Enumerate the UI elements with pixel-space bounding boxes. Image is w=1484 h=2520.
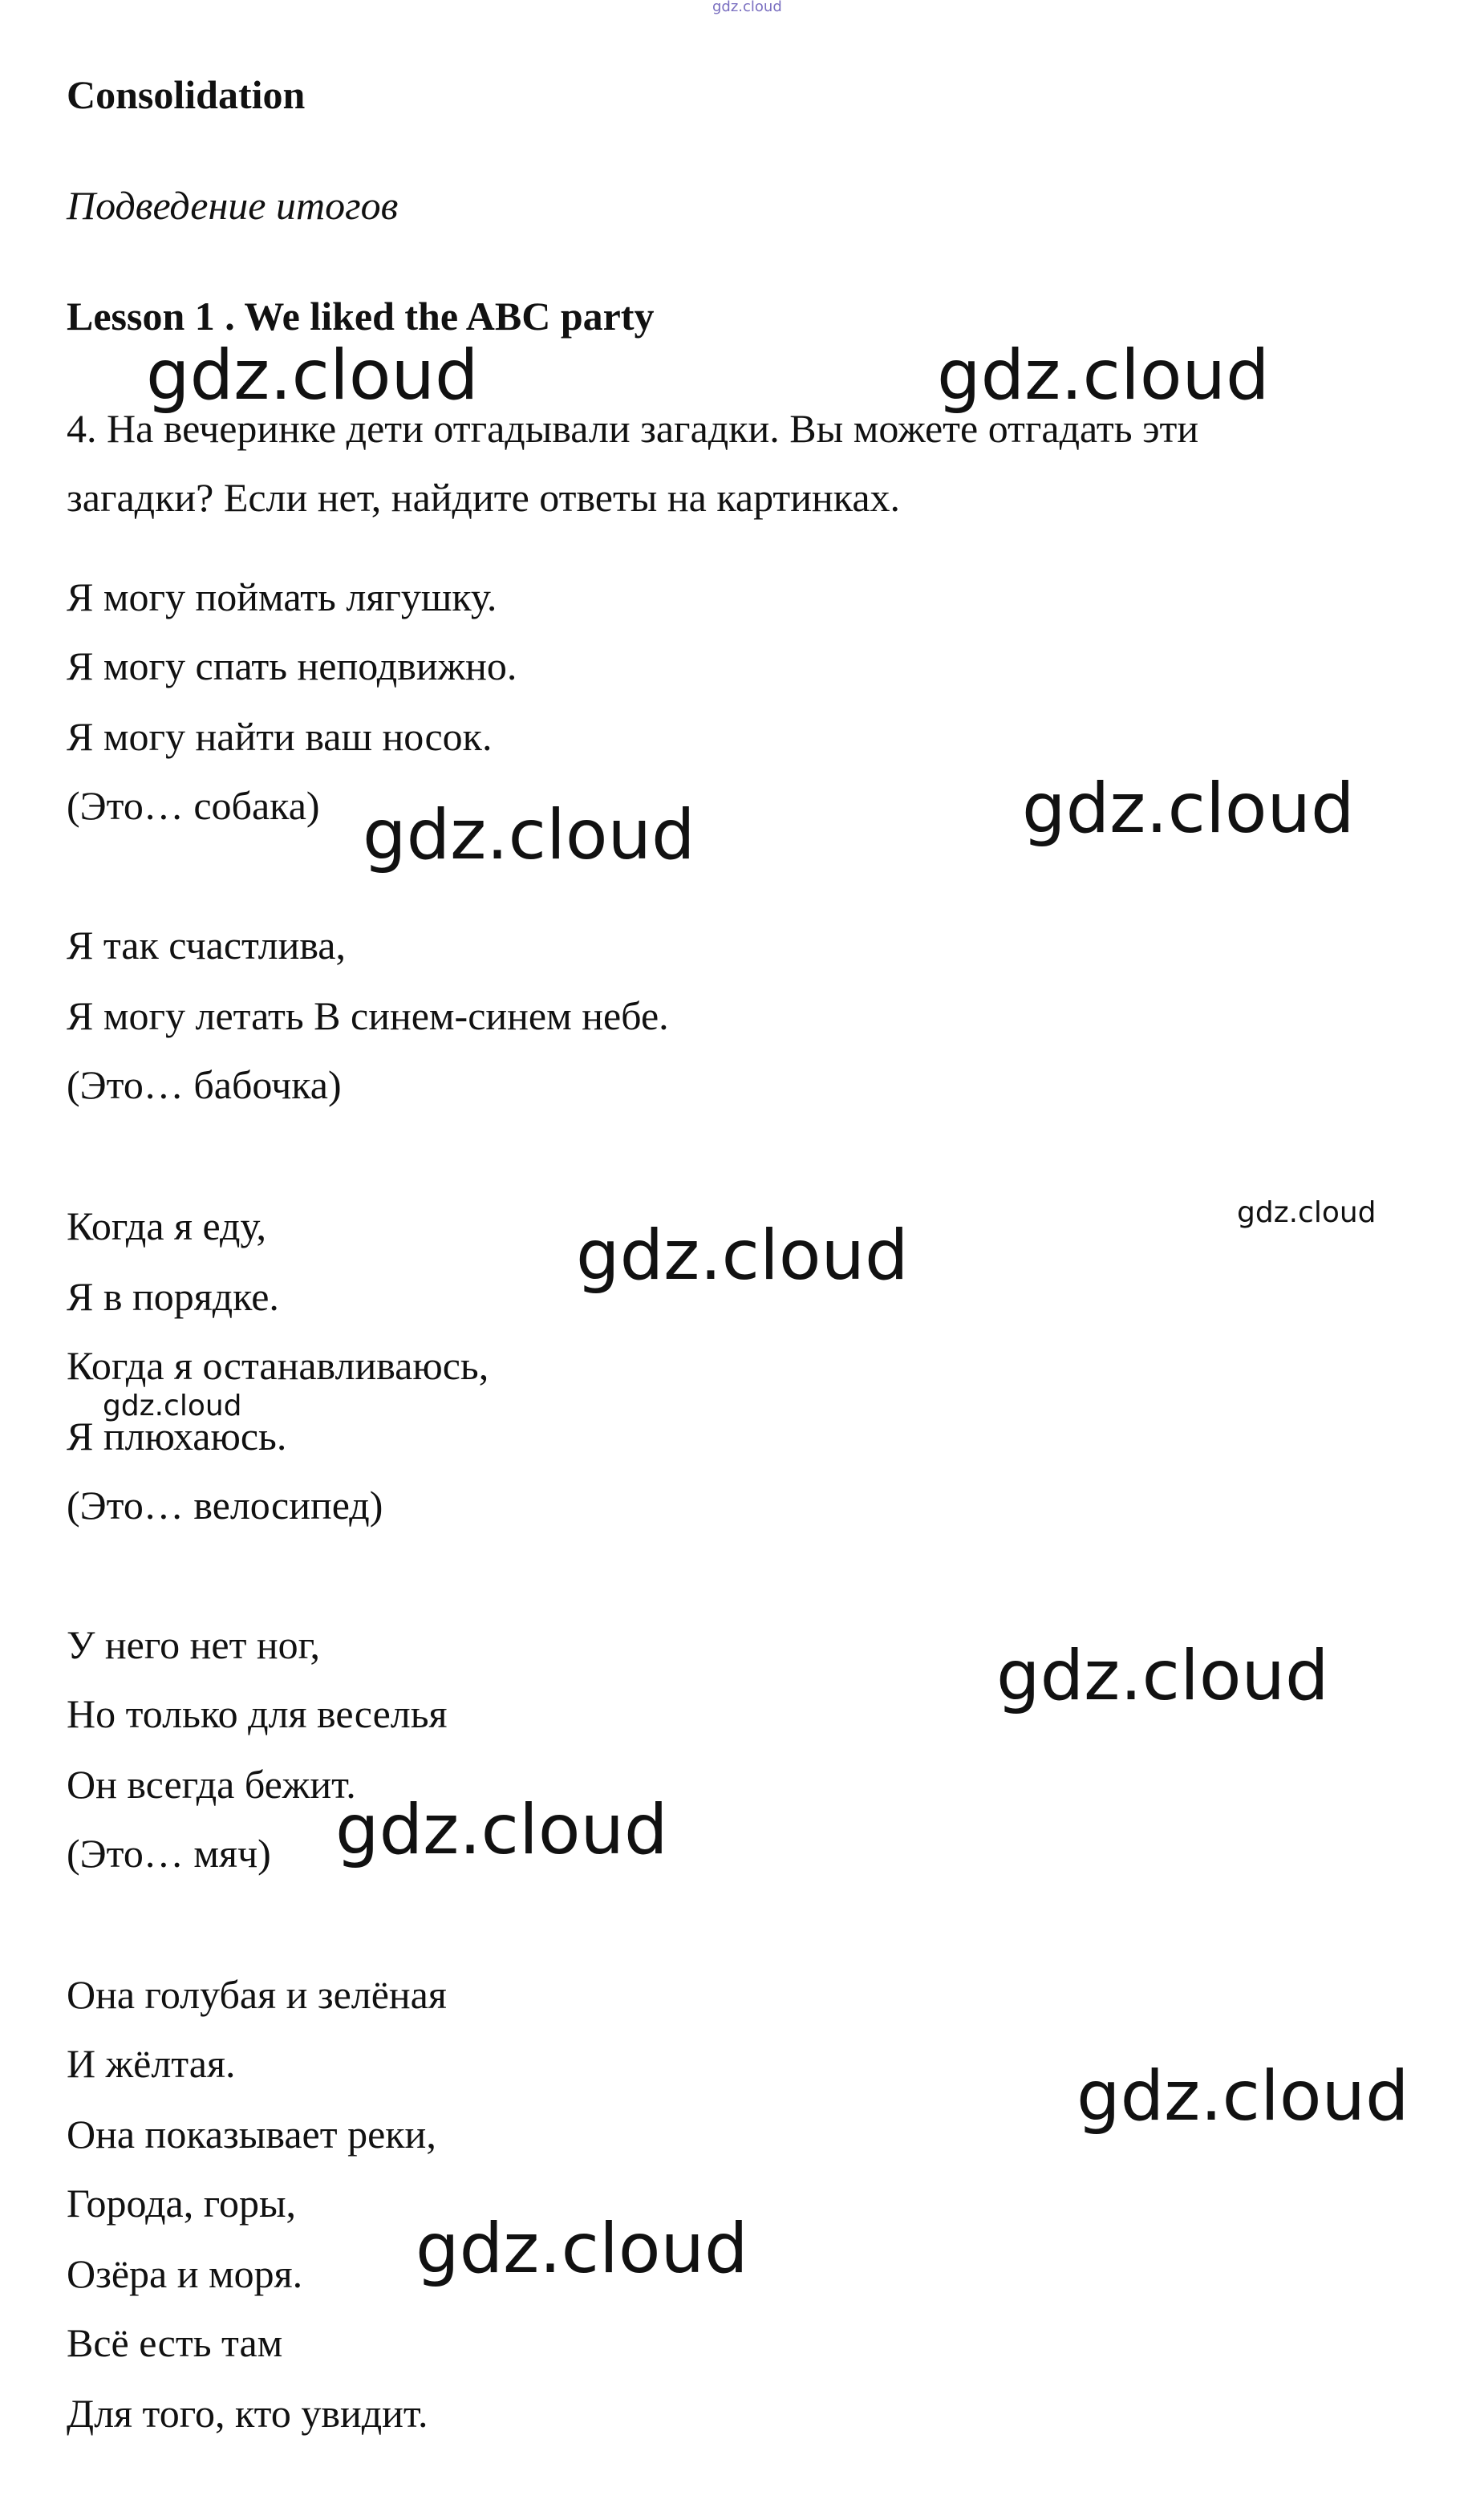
watermark: gdz.cloud bbox=[937, 335, 1270, 416]
page-subtitle: Подведение итогов bbox=[67, 183, 399, 228]
riddle-line: Я так счастлива, bbox=[67, 923, 346, 968]
task-text-line-2: загадки? Если нет, найдите ответы на картинках. bbox=[67, 475, 901, 520]
riddle-line: Я могу поймать лягушку. bbox=[67, 574, 497, 619]
watermark: gdz.cloud bbox=[576, 1215, 909, 1296]
watermark: gdz.cloud bbox=[996, 1636, 1329, 1716]
watermark-top: gdz.cloud bbox=[712, 0, 782, 15]
riddle-line: Я могу спать неподвижно. bbox=[67, 643, 517, 688]
riddle-answer: (Это… бабочка) bbox=[67, 1062, 342, 1107]
watermark: gdz.cloud bbox=[1237, 1196, 1377, 1229]
riddle-line: У него нет ног, bbox=[67, 1622, 321, 1667]
watermark: gdz.cloud bbox=[146, 335, 479, 416]
riddle-line: Я в порядке. bbox=[67, 1274, 279, 1319]
task-text-line-1: 4. На вечеринке дети отгадывали загадки. Вы можете отгадать эти bbox=[67, 406, 1199, 451]
watermark: gdz.cloud bbox=[335, 1790, 668, 1870]
riddle-line: Он всегда бежит. bbox=[67, 1762, 356, 1807]
riddle-line: Она показывает реки, bbox=[67, 2112, 436, 2157]
riddle-line: Озёра и моря. bbox=[67, 2251, 303, 2296]
watermark: gdz.cloud bbox=[103, 1390, 242, 1422]
riddle-line: Города, горы, bbox=[67, 2181, 297, 2226]
riddle-line: Всё есть там bbox=[67, 2320, 283, 2365]
watermark: gdz.cloud bbox=[416, 2209, 748, 2289]
riddle-line: Для того, кто увидит. bbox=[67, 2391, 428, 2436]
riddle-answer: (Это… велосипед) bbox=[67, 1483, 383, 1528]
riddle-line: Она голубая и зелёная bbox=[67, 1972, 447, 2017]
lesson-title: Lesson 1 . We liked the ABC party bbox=[67, 294, 655, 339]
riddle-line: Я плюхаюсь. bbox=[67, 1414, 287, 1459]
riddle-line: Я могу летать В синем-синем небе. bbox=[67, 993, 669, 1038]
riddle-answer: (Это… мяч) bbox=[67, 1831, 271, 1876]
watermark: gdz.cloud bbox=[1077, 2056, 1409, 2137]
riddle-line: Я могу найти ваш носок. bbox=[67, 714, 493, 759]
riddle-line: И жёлтая. bbox=[67, 2041, 236, 2086]
riddle-answer: (Это… собака) bbox=[67, 783, 320, 828]
riddle-line: Когда я останавливаюсь, bbox=[67, 1343, 489, 1388]
page-title: Consolidation bbox=[67, 72, 306, 117]
watermark: gdz.cloud bbox=[363, 795, 695, 875]
riddle-line: Когда я еду, bbox=[67, 1203, 266, 1248]
watermark: gdz.cloud bbox=[1022, 769, 1355, 849]
riddle-line: Но только для веселья bbox=[67, 1691, 448, 1736]
